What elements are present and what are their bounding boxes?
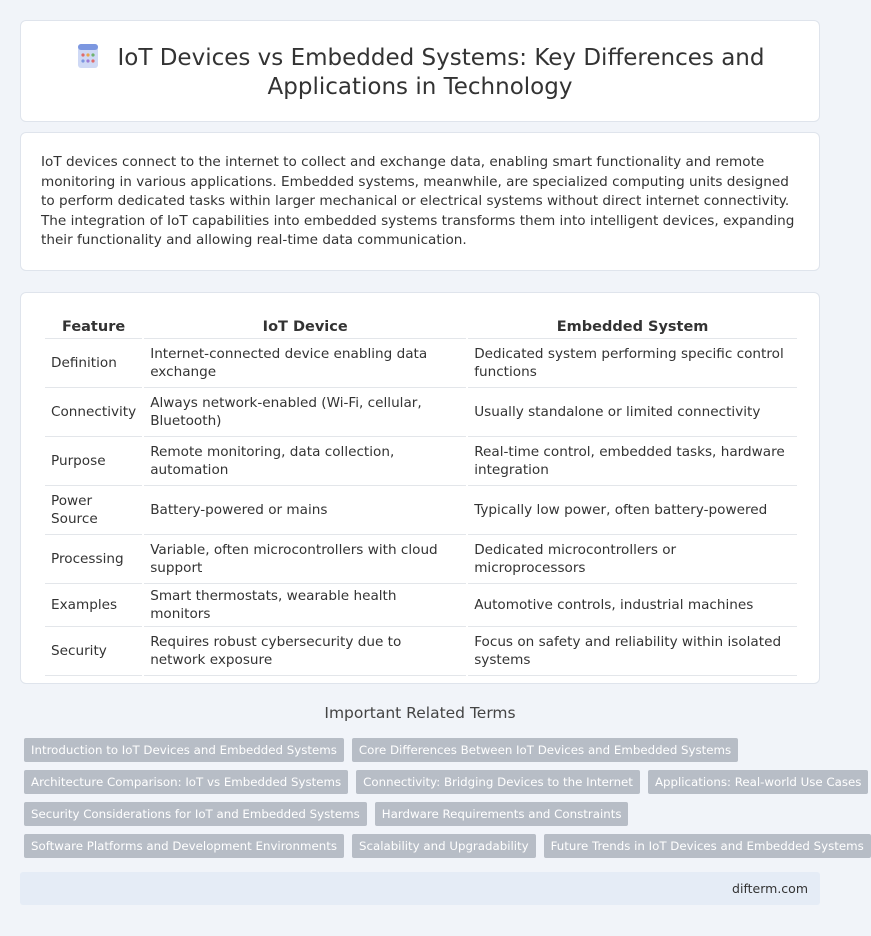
cell-feature: Power Source bbox=[45, 486, 142, 535]
footer-bar bbox=[20, 872, 820, 905]
cell-embedded: Automotive controls, industrial machines bbox=[468, 584, 797, 627]
cell-iot: Battery-powered or mains bbox=[144, 486, 466, 535]
table-row bbox=[45, 388, 797, 437]
cell-iot: Always network-enabled (Wi-Fi, cellular, Bluetooth) bbox=[144, 388, 466, 437]
tag-row bbox=[24, 738, 824, 762]
cell-embedded: Focus on safety and reliability within isolated systems bbox=[468, 627, 797, 676]
table-header-row bbox=[45, 315, 797, 339]
cell-embedded: Typically low power, often battery-powered bbox=[468, 486, 797, 535]
related-tag[interactable]: Introduction to IoT Devices and Embedded Systems bbox=[24, 738, 344, 762]
tag-row bbox=[24, 834, 864, 858]
related-tag[interactable]: Architecture Comparison: IoT vs Embedded Systems bbox=[24, 770, 348, 794]
cell-iot: Variable, often microcontrollers with cloud support bbox=[144, 535, 466, 584]
page-title-wrap bbox=[21, 43, 819, 102]
cell-embedded: Dedicated system performing specific control functions bbox=[468, 339, 797, 388]
table-row bbox=[45, 627, 797, 676]
intro-card bbox=[20, 132, 820, 271]
tag-row bbox=[24, 802, 824, 826]
cell-iot: Remote monitoring, data collection, automation bbox=[144, 437, 466, 486]
header-embedded-system: Embedded System bbox=[468, 315, 797, 339]
related-tag[interactable]: Software Platforms and Development Environments bbox=[24, 834, 344, 858]
related-tag[interactable]: Applications: Real-world Use Cases bbox=[648, 770, 869, 794]
cell-iot: Requires robust cybersecurity due to network exposure bbox=[144, 627, 466, 676]
related-tag[interactable]: Future Trends in IoT Devices and Embedded Systems bbox=[544, 834, 871, 858]
table-row bbox=[45, 584, 797, 627]
tag-row bbox=[24, 770, 862, 794]
page-title: IoT Devices vs Embedded Systems: Key Differences and Applications in Technology bbox=[117, 45, 765, 100]
document-list-icon bbox=[76, 43, 100, 69]
title-card bbox=[20, 20, 820, 122]
intro-paragraph: IoT devices connect to the internet to collect and exchange data, enabling smart functionality and remote monitoring in various applications. Embedded systems, meanwhile, are specialized computing units designed to perform dedicated tasks within larger mechanical or electrical systems without direct internet connectivity. The integration of IoT capabilities into embedded systems transforms them into intelligent devices, expanding their functionality and allowing real-time data communication. bbox=[41, 154, 795, 249]
related-terms-tags bbox=[24, 738, 864, 866]
cell-feature: Purpose bbox=[45, 437, 142, 486]
table-row bbox=[45, 437, 797, 486]
table-row bbox=[45, 486, 797, 535]
comparison-card bbox=[20, 292, 820, 684]
footer-brand-link[interactable]: difterm.com bbox=[732, 881, 808, 896]
cell-embedded: Real-time control, embedded tasks, hardware integration bbox=[468, 437, 797, 486]
cell-embedded: Dedicated microcontrollers or microprocessors bbox=[468, 535, 797, 584]
comparison-table bbox=[43, 315, 799, 676]
related-terms-heading: Important Related Terms bbox=[324, 704, 516, 722]
cell-feature: Examples bbox=[45, 584, 142, 627]
related-tag[interactable]: Security Considerations for IoT and Embedded Systems bbox=[24, 802, 367, 826]
related-tag[interactable]: Core Differences Between IoT Devices and Embedded Systems bbox=[352, 738, 738, 762]
cell-feature: Definition bbox=[45, 339, 142, 388]
table-row bbox=[45, 535, 797, 584]
header-feature: Feature bbox=[45, 315, 142, 339]
related-tag[interactable]: Connectivity: Bridging Devices to the Internet bbox=[356, 770, 640, 794]
table-row bbox=[45, 339, 797, 388]
cell-iot: Smart thermostats, wearable health monitors bbox=[144, 584, 466, 627]
cell-feature: Security bbox=[45, 627, 142, 676]
related-tag[interactable]: Hardware Requirements and Constraints bbox=[375, 802, 629, 826]
cell-feature: Processing bbox=[45, 535, 142, 584]
cell-feature: Connectivity bbox=[45, 388, 142, 437]
cell-iot: Internet-connected device enabling data exchange bbox=[144, 339, 466, 388]
cell-embedded: Usually standalone or limited connectivity bbox=[468, 388, 797, 437]
related-tag[interactable]: Scalability and Upgradability bbox=[352, 834, 536, 858]
header-iot-device: IoT Device bbox=[144, 315, 466, 339]
